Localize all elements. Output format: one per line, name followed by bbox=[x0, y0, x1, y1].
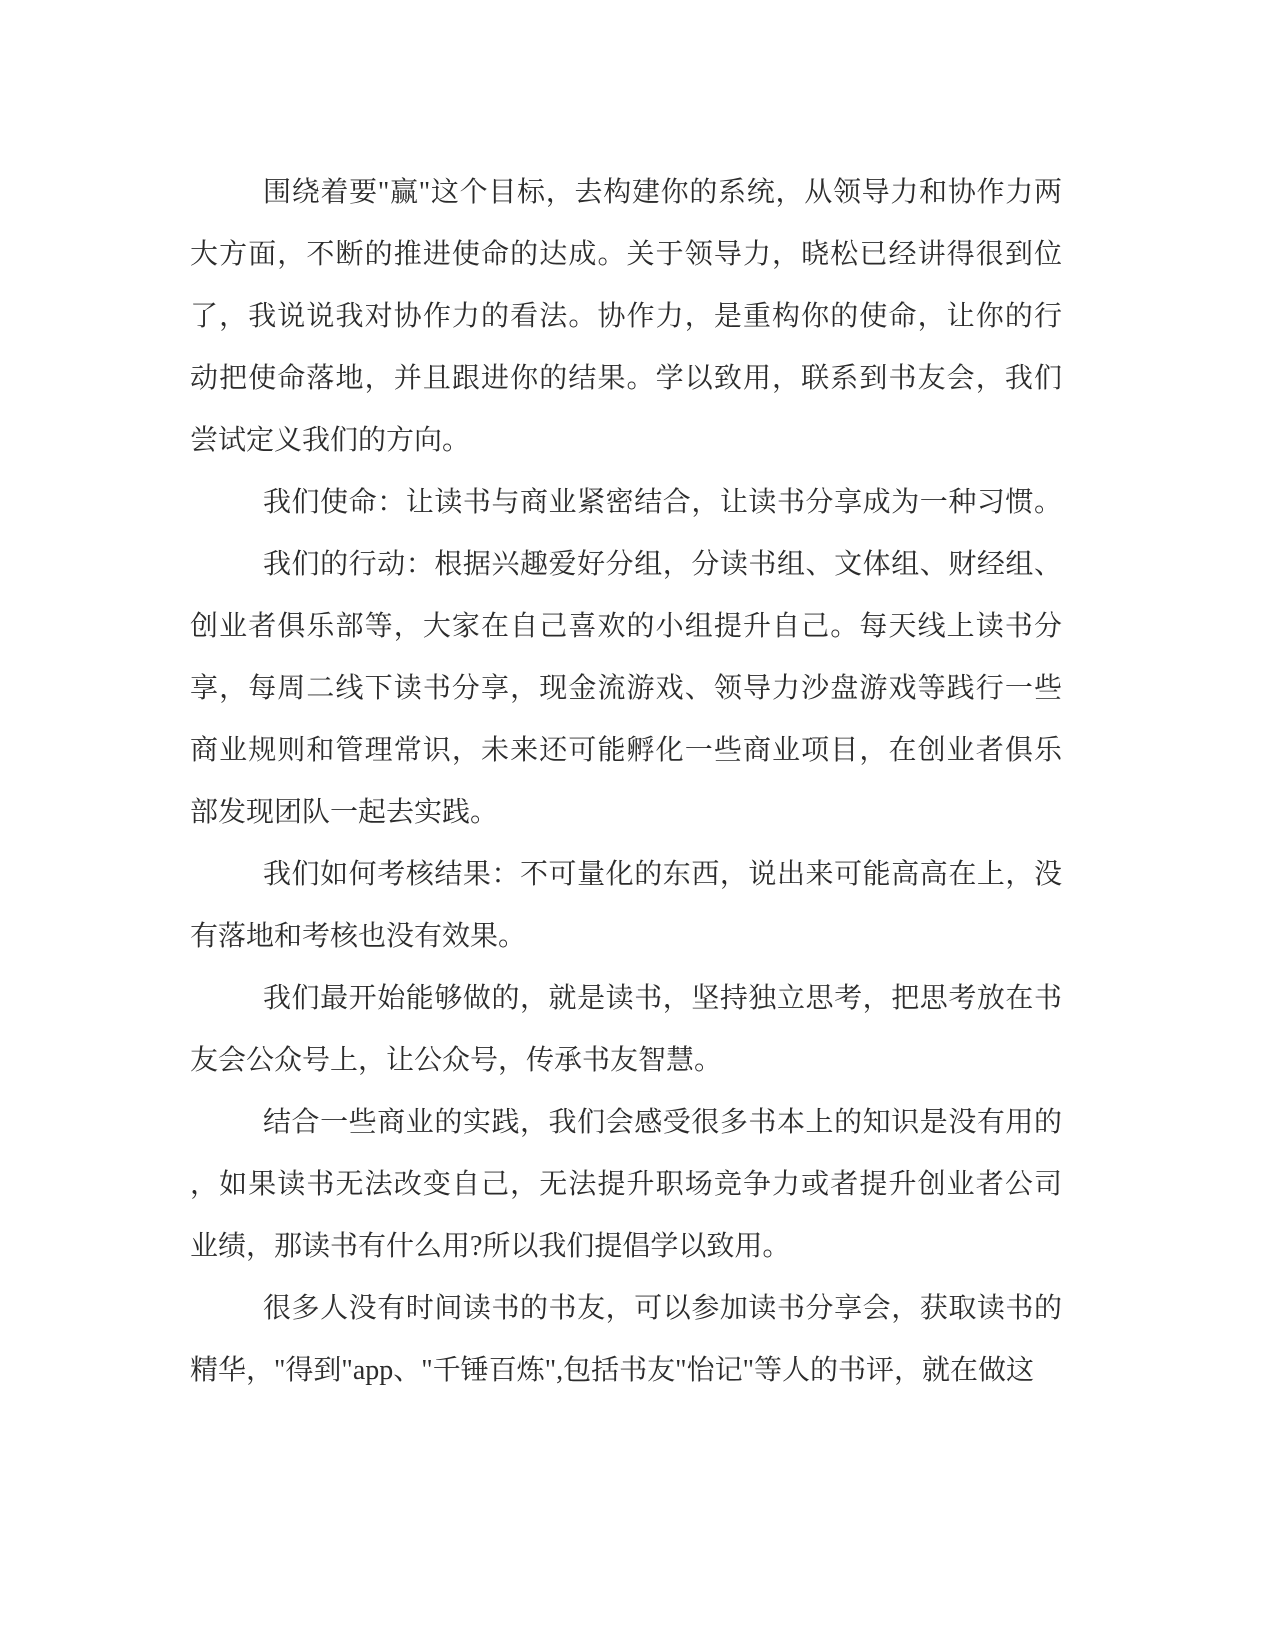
text-line: 精华，"得到"app、"千锤百炼",包括书友"怡记"等人的书评，就在做这 bbox=[190, 1355, 1035, 1386]
text-line: 商业规则和管理常识，未来还可能孵化一些商业项目，在创业者俱乐 bbox=[190, 735, 1062, 766]
text-line: 享，每周二线下读书分享，现金流游戏、领导力沙盘游戏等践行一些 bbox=[190, 673, 1062, 704]
text-line: 有落地和考核也没有效果。 bbox=[190, 921, 527, 952]
text-line: 我们最开始能够做的，就是读书，坚持独立思考，把思考放在书 bbox=[263, 983, 1062, 1014]
text-line: 我们如何考核结果：不可量化的东西，说出来可能高高在上，没 bbox=[263, 859, 1062, 890]
text-line: 很多人没有时间读书的书友，可以参加读书分享会，获取读书的 bbox=[263, 1293, 1062, 1324]
text-line: 业绩，那读书有什么用?所以我们提倡学以致用。 bbox=[190, 1231, 791, 1262]
page-body-text bbox=[190, 162, 1062, 1402]
text-line: 我们的行动：根据兴趣爱好分组，分读书组、文体组、财经组、 bbox=[263, 549, 1062, 580]
text-line: 部发现团队一起去实践。 bbox=[190, 797, 499, 828]
text-line: 大方面，不断的推进使命的达成。关于领导力，晓松已经讲得很到位 bbox=[190, 239, 1062, 270]
text-line: ，如果读书无法改变自己，无法提升职场竞争力或者提升创业者公司 bbox=[190, 1169, 1062, 1200]
text-line: 尝试定义我们的方向。 bbox=[190, 425, 471, 456]
text-line: 结合一些商业的实践，我们会感受很多书本上的知识是没有用的 bbox=[263, 1107, 1062, 1138]
text-line: 动把使命落地，并且跟进你的结果。学以致用，联系到书友会，我们 bbox=[190, 363, 1062, 394]
text-line: 围绕着要"赢"这个目标，去构建你的系统，从领导力和协作力两 bbox=[263, 177, 1062, 208]
text-line: 我们使命：让读书与商业紧密结合，让读书分享成为一种习惯。 bbox=[263, 487, 1062, 518]
text-line: 了，我说说我对协作力的看法。协作力，是重构你的使命，让你的行 bbox=[190, 301, 1062, 332]
text-line: 创业者俱乐部等，大家在自己喜欢的小组提升自己。每天线上读书分 bbox=[190, 611, 1062, 642]
text-line: 友会公众号上，让公众号，传承书友智慧。 bbox=[190, 1045, 723, 1076]
